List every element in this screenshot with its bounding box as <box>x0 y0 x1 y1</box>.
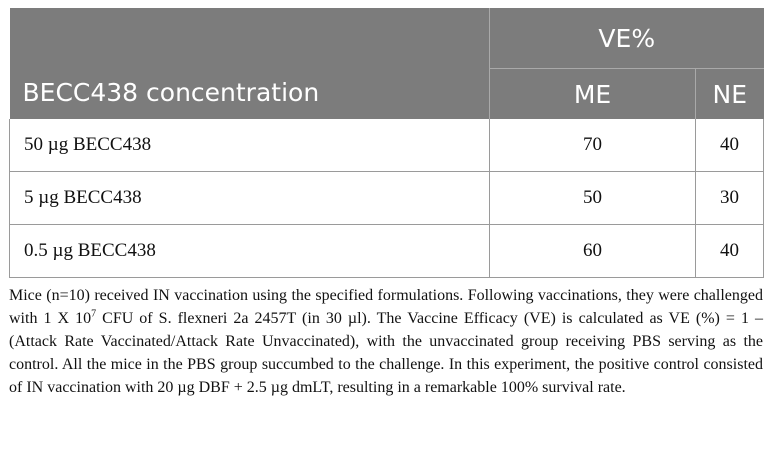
concentration-cell: 0.5 µg BECC438 <box>10 225 490 278</box>
table-row <box>10 225 764 278</box>
ne-value-cell: 40 <box>696 225 764 278</box>
table-header <box>10 8 764 119</box>
me-value-cell: 70 <box>490 119 696 172</box>
concentration-cell: 50 µg BECC438 <box>10 119 490 172</box>
header-ve-percent: VE% <box>490 8 764 69</box>
footnote-text-part1: Mice (n=10) received IN vaccination using the specified formulations. Following vaccinations, they were challenged with 1 X 10 <box>9 287 763 327</box>
ne-value-cell: 40 <box>696 119 764 172</box>
header-ne: NE <box>696 69 764 120</box>
footnote-exponent: 7 <box>91 308 97 320</box>
ne-value-cell: 30 <box>696 172 764 225</box>
ve-results-table <box>9 8 764 278</box>
concentration-cell: 5 µg BECC438 <box>10 172 490 225</box>
table-footnote <box>9 284 763 399</box>
header-me: ME <box>490 69 696 120</box>
header-row-1 <box>10 8 764 69</box>
footnote-text-part2: CFU of S. flexneri 2a 2457T (in 30 µl). The Vaccine Efficacy (VE) is calculated as VE (%) = 1 – (Attack Rate Vaccinated/Attack Rate Unvaccinated), with the unvaccinated group receiving PBS serving as the control. All the mice in the PBS group succumbed to the challenge. In this experiment, the positive control consisted of IN vaccination with 20 µg DBF + 2.5 µg dmLT, resulting in a remarkable 100% survival rate. <box>9 310 763 396</box>
me-value-cell: 50 <box>490 172 696 225</box>
header-concentration: BECC438 concentration <box>10 8 490 119</box>
table-body <box>10 119 764 278</box>
table-row <box>10 119 764 172</box>
table-row <box>10 172 764 225</box>
results-table-container <box>9 8 763 278</box>
me-value-cell: 60 <box>490 225 696 278</box>
